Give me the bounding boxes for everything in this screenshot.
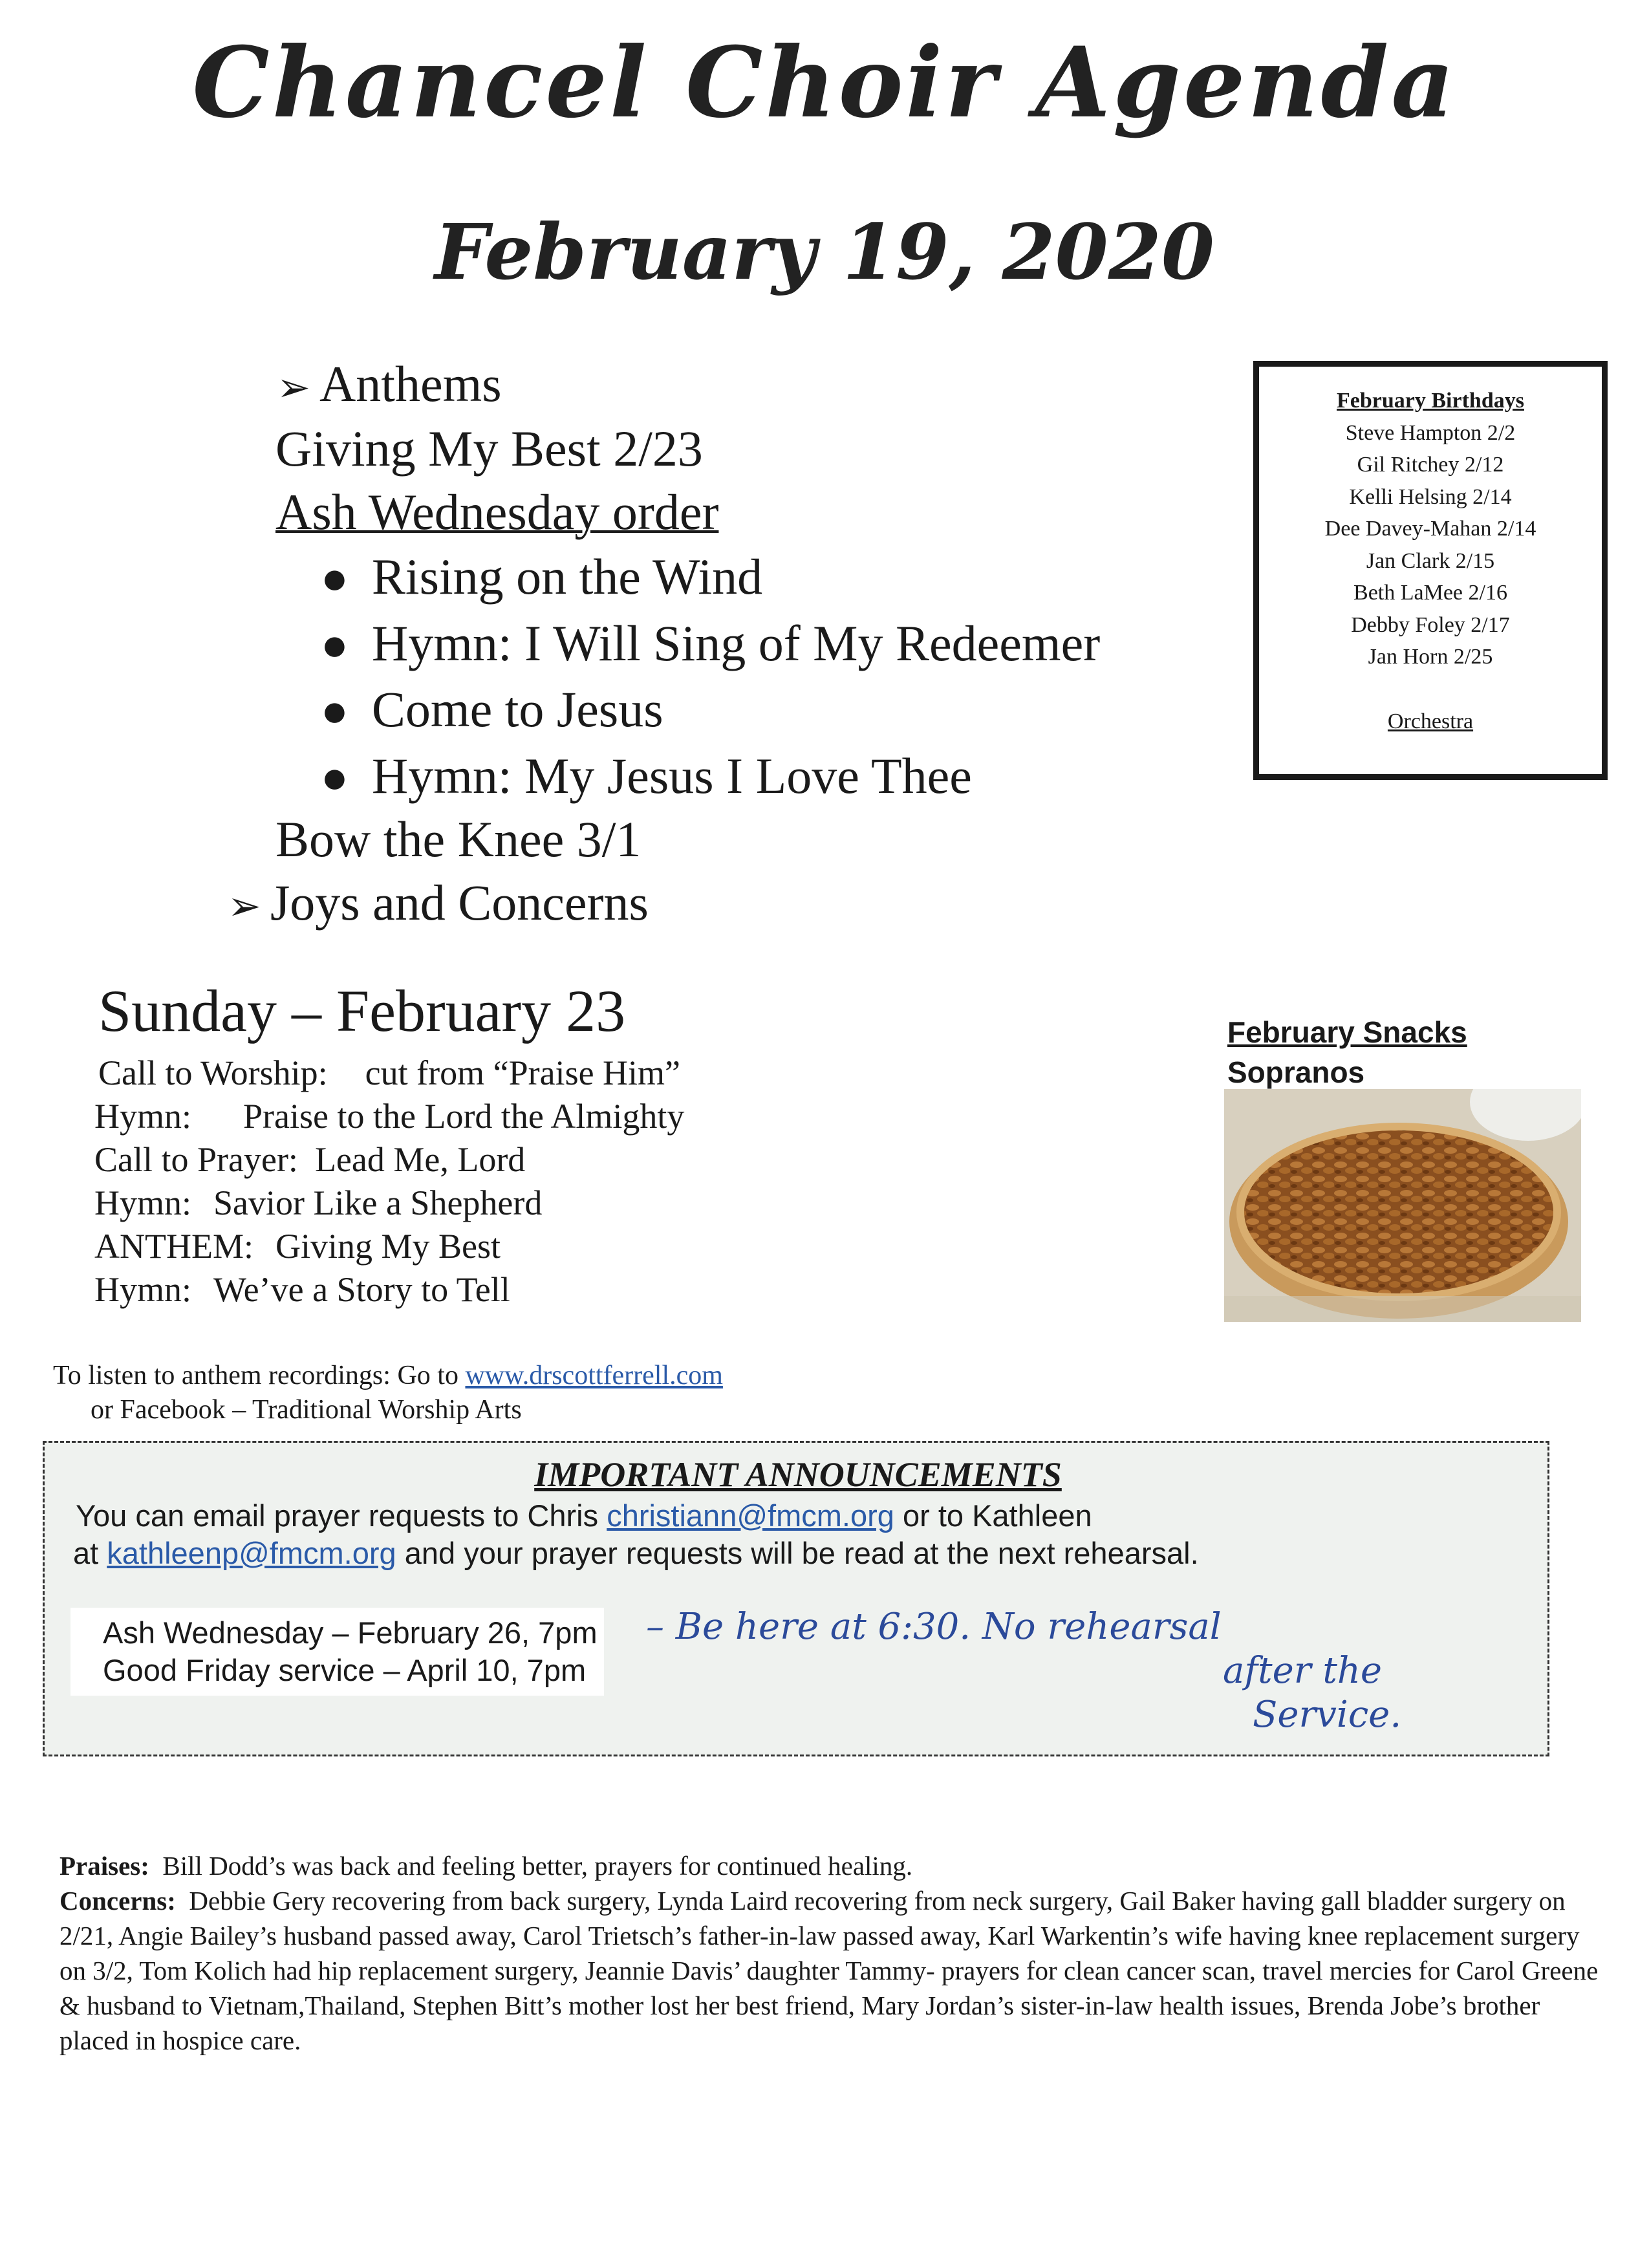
birthdays-heading: February Birthdays — [1337, 389, 1524, 413]
arrow-bullet-icon: ➢ — [228, 882, 261, 929]
handwritten-note: Service. — [1253, 1694, 1402, 1736]
service-item: Hymn: Savior Like a Shepherd — [94, 1183, 543, 1222]
birthday-item: Debby Foley 2/17 — [1351, 612, 1510, 637]
snacks-title: February Snacks — [1227, 1015, 1467, 1049]
email-link-kathleen[interactable]: kathleenp@fmcm.org — [107, 1536, 396, 1570]
service-item: Hymn: We’ve a Story to Tell — [94, 1270, 510, 1309]
birthday-item: Beth LaMee 2/16 — [1353, 581, 1507, 605]
snacks-block — [1227, 1012, 1467, 1092]
joys-and-concerns-heading: ➢ Joys and Concerns — [228, 874, 649, 931]
birthday-item: Kelli Helsing 2/14 — [1349, 484, 1512, 509]
service-item: Call to Worship: cut from “Praise Him” — [98, 1053, 681, 1092]
handwritten-note: after the — [1223, 1650, 1383, 1692]
handwritten-note: – Be here at 6:30. No rehearsal — [646, 1606, 1222, 1648]
agenda-date: February 19, 2020 — [435, 207, 1214, 297]
birthday-item: Dee Davey-Mahan 2/14 — [1324, 517, 1536, 541]
events-block — [70, 1608, 604, 1696]
event-ash-wednesday: Ash Wednesday – February 26, 7pm — [103, 1615, 598, 1650]
announcements-title: IMPORTANT ANNOUNCEMENTS — [534, 1455, 1062, 1494]
list-item: ● Hymn: My Jesus I Love Thee — [323, 748, 972, 804]
praises-concerns — [59, 1848, 1599, 2058]
birthday-item: Steve Hampton 2/2 — [1345, 420, 1516, 445]
arrow-bullet-icon: ➢ — [277, 363, 310, 411]
snacks-group: Sopranos — [1227, 1055, 1365, 1089]
birthday-item: Jan Horn 2/25 — [1368, 645, 1493, 669]
announcement-line: at kathleenp@fmcm.org and your prayer requests will be read at the next rehearsal. — [73, 1536, 1199, 1570]
birthdays-box — [1253, 361, 1608, 780]
bullet-icon: ● — [323, 697, 346, 726]
email-link-chris[interactable]: christiann@fmcm.org — [607, 1498, 894, 1533]
bullet-icon: ● — [323, 763, 346, 793]
sunday-title: Sunday – February 23 — [98, 978, 626, 1044]
concerns-paragraph: Concerns: Debbie Gery recovering from back surgery, Lynda Laird recovering from neck surgery, Gail Baker having gall bladder surgery on 2/21, Angie Bailey’s husband passed away, Carol Trietsch’s father-in-law passed away, Karl Warkentin’s wife having knee replacement surgery on 3/2, Tom Kolich had hip replacement surgery, Jeannie Davis’ daughter Tammy- prayers for clean cancer scan, travel mercies for Carol Greene & husband to Vietnam,Thailand, Stephen Bitt’s mother lost her best friend, Mary Jordan’s sister-in-law health issues, Brenda Jobe’s brother placed in hospice care. — [59, 1886, 1599, 2055]
listen-line: To listen to anthem recordings: Go to www.drscottferrell.com — [53, 1361, 723, 1390]
service-item: Hymn: Praise to the Lord the Almighty — [94, 1097, 685, 1136]
anthems-heading: ➢ Anthems — [277, 356, 502, 412]
service-item: Call to Prayer: Lead Me, Lord — [94, 1140, 526, 1179]
birthday-item: Jan Clark 2/15 — [1366, 548, 1495, 573]
pecan-pie-icon — [1224, 1089, 1581, 1322]
bow-the-knee: Bow the Knee 3/1 — [275, 811, 641, 867]
recordings-link[interactable]: www.drscottferrell.com — [465, 1361, 723, 1390]
facebook-line: or Facebook – Traditional Worship Arts — [91, 1395, 522, 1425]
page-title: Chancel Choir Agenda — [192, 26, 1457, 140]
ash-wednesday-order: Ash Wednesday order — [275, 484, 719, 540]
list-item: ● Come to Jesus — [323, 681, 663, 737]
bullet-icon: ● — [323, 564, 346, 594]
bullet-icon: ● — [323, 631, 346, 660]
list-item: ● Hymn: I Will Sing of My Redeemer — [323, 615, 1101, 671]
pecan-pie-photo — [1224, 1089, 1581, 1322]
birthday-item: Gil Ritchey 2/12 — [1357, 453, 1504, 477]
announcements-box — [43, 1441, 1549, 1756]
service-item: ANTHEM: Giving My Best — [94, 1227, 501, 1266]
event-good-friday: Good Friday service – April 10, 7pm — [103, 1653, 587, 1687]
praises-line: Praises: Bill Dodd’s was back and feeling better, prayers for continued healing. — [59, 1851, 913, 1881]
orchestra-label: Orchestra — [1387, 709, 1474, 733]
announcement-line: You can email prayer requests to Chris christiann@fmcm.org or to Kathleen — [76, 1498, 1092, 1533]
giving-my-best: Giving My Best 2/23 — [275, 420, 703, 477]
list-item: ● Rising on the Wind — [323, 548, 763, 605]
